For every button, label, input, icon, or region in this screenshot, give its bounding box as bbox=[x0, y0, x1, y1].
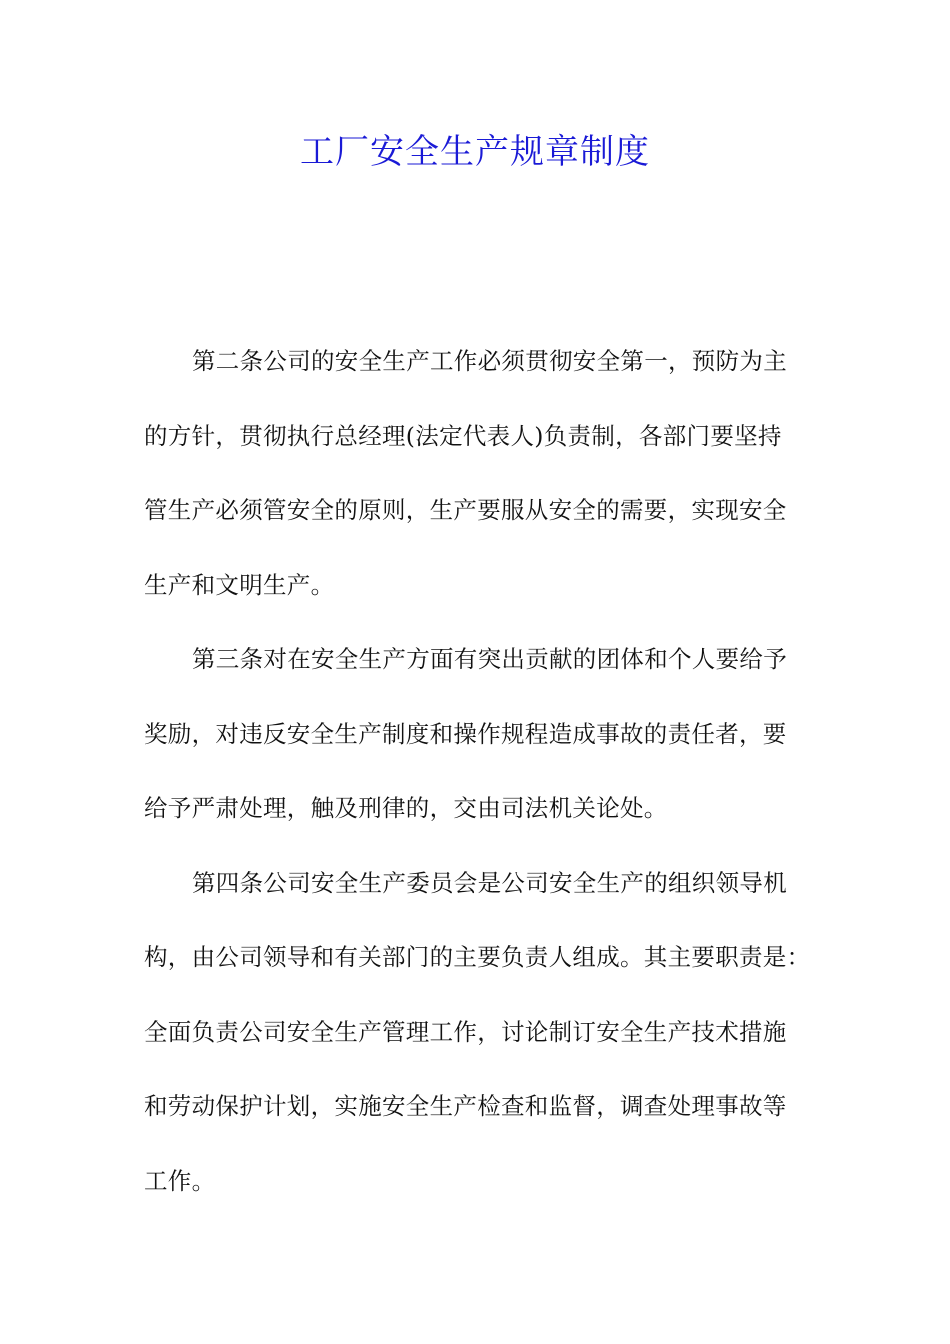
paragraph-line: 第三条对在安全生产方面有突出贡献的团体和个人要给予 bbox=[192, 645, 787, 673]
paragraph-line: 全面负责公司安全生产管理工作，讨论制订安全生产技术措施 bbox=[144, 1017, 787, 1046]
paragraph-line: 和劳动保护计划，实施安全生产检查和监督，调查处理事故等 bbox=[144, 1092, 787, 1120]
paragraph-line: 给予严肃处理，触及刑律的，交由司法机关论处。 bbox=[144, 794, 668, 822]
paragraph-line: 工作。 bbox=[144, 1166, 216, 1195]
document-title: 工厂安全生产规章制度 bbox=[300, 132, 650, 172]
paragraph-article-4 bbox=[144, 861, 811, 1234]
paragraph-line: 生产和文明生产。 bbox=[144, 570, 335, 599]
document-body bbox=[144, 339, 811, 1233]
paragraph-line: 管生产必须管安全的原则，生产要服从安全的需要，实现安全 bbox=[144, 496, 787, 524]
paragraph-article-2 bbox=[144, 339, 808, 637]
paragraph-line: 构，由公司领导和有关部门的主要负责人组成。其主要职责是： bbox=[144, 943, 811, 971]
paragraph-line: 第四条公司安全生产委员会是公司安全生产的组织领导机 bbox=[192, 868, 787, 897]
paragraph-line: 第二条公司的安全生产工作必须贯彻安全第一，预防为主 bbox=[192, 347, 787, 375]
paragraph-line: 奖励，对违反安全生产制度和操作规程造成事故的责任者，要 bbox=[144, 719, 787, 748]
paragraph-article-3 bbox=[144, 637, 808, 861]
paragraph-line: 的方针，贯彻执行总经理(法定代表人)负责制，各部门要坚持 bbox=[144, 421, 782, 450]
